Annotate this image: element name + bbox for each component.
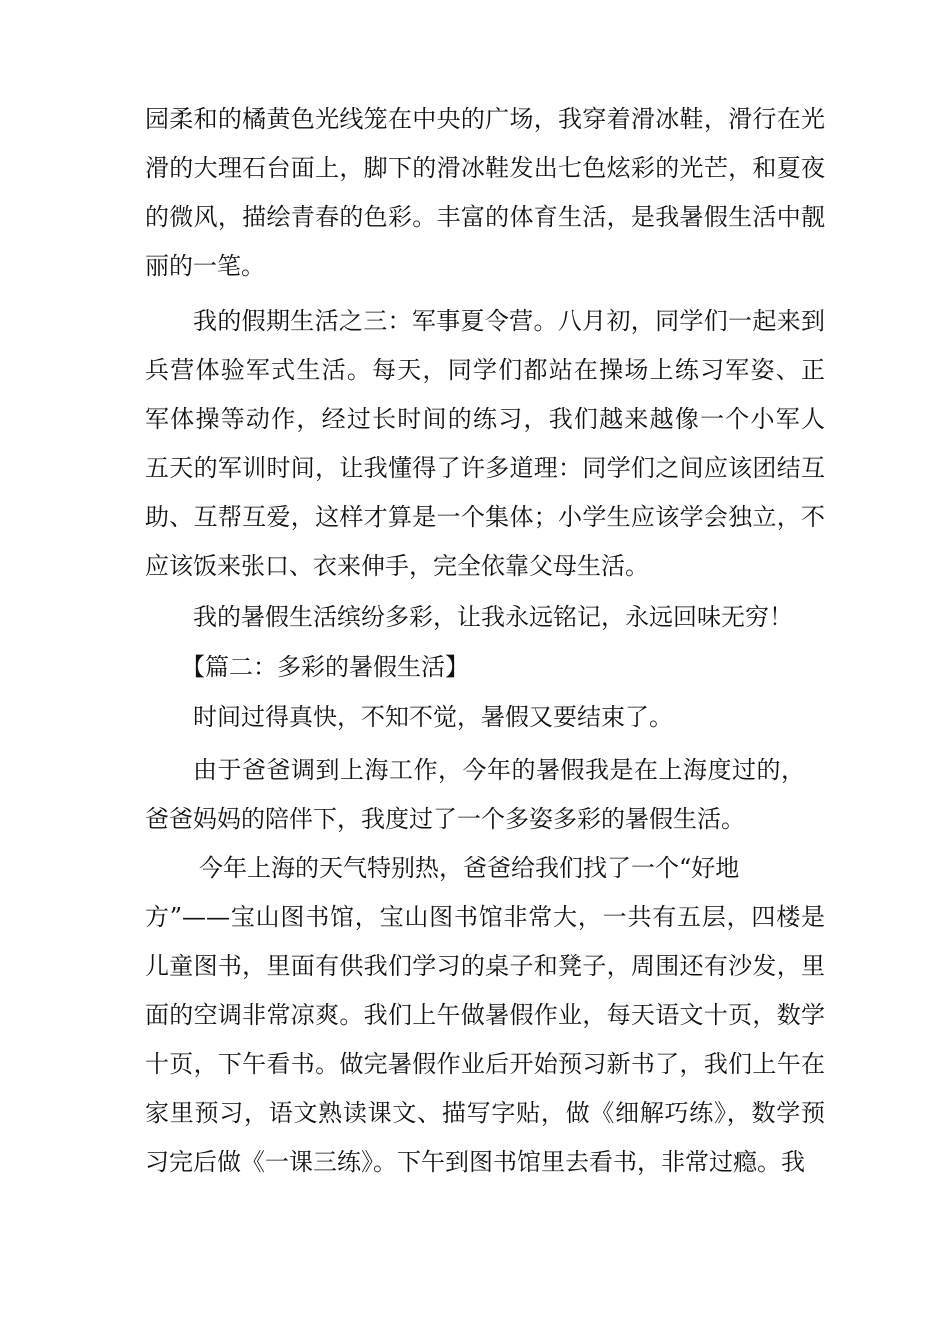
text-line: 我的暑假生活缤纷多彩，让我永远铭记，永远回味无穷！ [193,603,793,631]
text-line: 五天的军训时间，让我懂得了许多道理：同学们之间应该团结互 [145,454,825,482]
text-line: 方”——宝山图书馆，宝山图书馆非常大，一共有五层，四楼是 [145,903,825,931]
text-line: 家里预习，语文熟读课文、描写字贴，做《细解巧练》，数学预 [145,1099,825,1127]
text-line: 由于爸爸调到上海工作，今年的暑假我是在上海度过的， [193,756,805,784]
text-line: 我的假期生活之三：军事夏令营。八月初，同学们一起来到 [193,307,825,335]
text-line: 习完后做《一课三练》。下午到图书馆里去看书，非常过瘾。我 [145,1148,805,1176]
section-title: 【篇二：多彩的暑假生活】 [181,653,469,681]
text-line: 丽的一笔。 [145,252,265,280]
text-line: 园柔和的橘黄色光线笼在中央的广场，我穿着滑冰鞋，滑行在光 [145,105,825,133]
text-line: 军体操等动作，经过长时间的练习，我们越来越像一个小军人 [145,405,825,433]
text-line: 爸爸妈妈的陪伴下，我度过了一个多姿多彩的暑假生活。 [145,805,745,833]
text-line: 兵营体验军式生活。每天，同学们都站在操场上练习军姿、正 [145,356,825,384]
text-line: 儿童图书，里面有供我们学习的桌子和凳子，周围还有沙发，里 [145,952,825,980]
text-line: 十页，下午看书。做完暑假作业后开始预习新书了，我们上午在 [145,1050,825,1078]
text-line: 滑的大理石台面上，脚下的滑冰鞋发出七色炫彩的光芒，和夏夜 [145,154,825,182]
text-line: 面的空调非常凉爽。我们上午做暑假作业，每天语文十页，数学 [145,1001,825,1029]
text-line: 的微风，描绘青春的色彩。丰富的体育生活，是我暑假生活中靓 [145,203,825,231]
text-line: 助、互帮互爱，这样才算是一个集体；小学生应该学会独立，不 [145,503,825,531]
text-line: 今年上海的天气特别热，爸爸给我们找了一个“好地 [199,854,740,882]
text-line: 时间过得真快，不知不觉，暑假又要结束了。 [193,703,673,731]
text-line: 应该饭来张口、衣来伸手，完全依靠父母生活。 [145,552,649,580]
